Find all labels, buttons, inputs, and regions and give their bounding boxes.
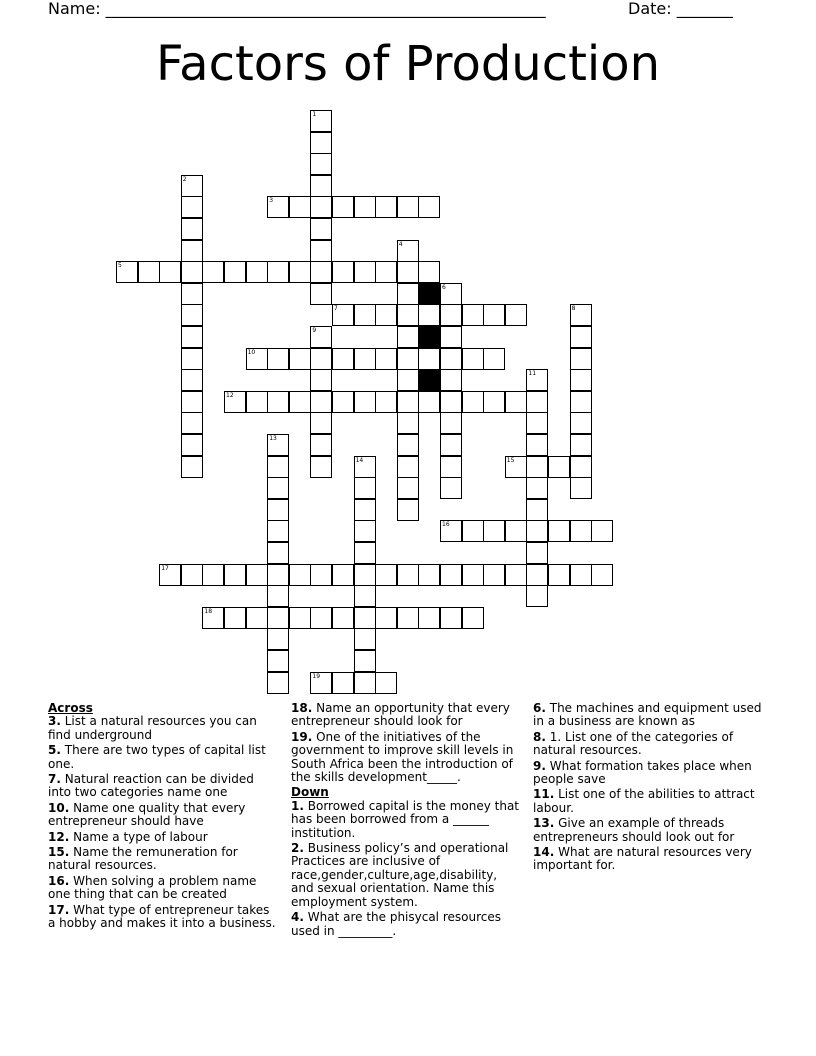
grid-cell[interactable] xyxy=(267,607,289,629)
grid-cell[interactable] xyxy=(397,240,419,262)
across-heading: Across xyxy=(48,701,93,715)
grid-cell[interactable] xyxy=(267,499,289,521)
grid-cell[interactable] xyxy=(310,110,332,132)
grid-cell[interactable] xyxy=(267,348,289,370)
grid-cell[interactable] xyxy=(246,564,268,586)
grid-cell[interactable] xyxy=(397,434,419,456)
clue-column-3 xyxy=(533,702,768,875)
grid-cell[interactable] xyxy=(310,132,332,154)
grid-cell[interactable] xyxy=(224,564,246,586)
grid-cell[interactable] xyxy=(397,196,419,218)
clue-item: 18. Name an opportunity that every entrepreneur should look for xyxy=(291,701,510,729)
grid-cell[interactable] xyxy=(181,434,203,456)
grid-cell[interactable] xyxy=(181,369,203,391)
grid-cell[interactable] xyxy=(332,391,354,413)
grid-cell[interactable] xyxy=(354,542,376,564)
grid-cell[interactable] xyxy=(397,369,419,391)
grid-cell[interactable] xyxy=(375,304,397,326)
grid-cell[interactable] xyxy=(354,628,376,650)
grid-cell[interactable] xyxy=(418,607,440,629)
grid-cell[interactable] xyxy=(462,348,484,370)
grid-cell[interactable] xyxy=(440,304,462,326)
grid-cell[interactable] xyxy=(526,564,548,586)
clue-number: 11 xyxy=(528,370,537,378)
grid-cell[interactable] xyxy=(267,196,289,218)
grid-cell[interactable] xyxy=(418,196,440,218)
grid-cell[interactable] xyxy=(354,304,376,326)
clue-number: 14 xyxy=(355,456,364,464)
grid-cell[interactable] xyxy=(440,477,462,499)
grid-cell[interactable] xyxy=(246,261,268,283)
grid-cell[interactable] xyxy=(310,412,332,434)
clue-item: 5. There are two types of capital list one. xyxy=(48,743,266,771)
grid-cell-blocked xyxy=(418,369,440,391)
grid-cell[interactable] xyxy=(202,607,224,629)
grid-cell[interactable] xyxy=(375,196,397,218)
grid-cell[interactable] xyxy=(526,369,548,391)
clue-number: 13 xyxy=(269,435,277,442)
grid-cell[interactable] xyxy=(440,369,462,391)
grid-cell[interactable] xyxy=(440,607,462,629)
grid-cell[interactable] xyxy=(181,261,203,283)
grid-cell[interactable] xyxy=(440,391,462,413)
grid-cell-blocked xyxy=(418,283,440,305)
clue-number: 4 xyxy=(398,240,403,248)
grid-cell[interactable] xyxy=(267,520,289,542)
grid-cell[interactable] xyxy=(310,607,332,629)
grid-cell[interactable] xyxy=(159,261,181,283)
grid-cell[interactable] xyxy=(440,434,462,456)
grid-cell[interactable] xyxy=(526,477,548,499)
grid-cell[interactable] xyxy=(462,304,484,326)
grid-cell[interactable] xyxy=(526,585,548,607)
grid-cell[interactable] xyxy=(246,607,268,629)
grid-cell[interactable] xyxy=(181,283,203,305)
grid-cell[interactable] xyxy=(310,369,332,391)
grid-cell[interactable] xyxy=(440,520,462,542)
grid-cell[interactable] xyxy=(375,391,397,413)
grid-cell[interactable] xyxy=(591,520,613,542)
grid-cell[interactable] xyxy=(548,520,570,542)
clue-number: 8 xyxy=(571,305,576,313)
grid-cell[interactable] xyxy=(332,672,354,694)
grid-cell[interactable] xyxy=(570,412,592,434)
grid-cell[interactable] xyxy=(181,391,203,413)
clue-number: 17 xyxy=(161,564,169,572)
grid-cell[interactable] xyxy=(440,456,462,478)
grid-cell[interactable] xyxy=(354,456,376,478)
grid-cell[interactable] xyxy=(310,261,332,283)
clue-item: 7. Natural reaction can be divided into two categories name one xyxy=(48,772,254,800)
grid-cell[interactable] xyxy=(440,283,462,305)
grid-cell[interactable] xyxy=(526,412,548,434)
grid-cell[interactable] xyxy=(440,326,462,348)
grid-cell[interactable] xyxy=(267,585,289,607)
clue-item: 8. 1. List one of the categories of natural resources. xyxy=(533,729,734,758)
grid-cell[interactable] xyxy=(483,564,505,586)
grid-cell[interactable] xyxy=(397,477,419,499)
grid-cell[interactable] xyxy=(289,564,311,586)
clue-item: 15. Name the remuneration for natural resources. xyxy=(48,845,238,873)
down-heading: Down xyxy=(291,785,329,800)
grid-cell[interactable] xyxy=(375,564,397,586)
grid-cell[interactable] xyxy=(310,564,332,586)
grid-cell[interactable] xyxy=(267,261,289,283)
grid-cell[interactable] xyxy=(310,153,332,175)
grid-cell[interactable] xyxy=(462,564,484,586)
grid-cell[interactable] xyxy=(181,304,203,326)
grid-cell[interactable] xyxy=(397,283,419,305)
clue-item: 17. What type of entrepreneur takes a hobby and makes it into a business. xyxy=(48,902,276,931)
grid-cell[interactable] xyxy=(397,304,419,326)
grid-cell[interactable] xyxy=(181,196,203,218)
clue-item: 3. List a natural resources you can find underground xyxy=(48,714,257,742)
grid-cell[interactable] xyxy=(548,456,570,478)
grid-cell[interactable] xyxy=(397,348,419,370)
clue-column-1 xyxy=(48,702,276,933)
clue-item: 9. What formation takes place when people save xyxy=(533,758,752,787)
grid-cell[interactable] xyxy=(570,456,592,478)
grid-cell[interactable] xyxy=(397,499,419,521)
grid-cell[interactable] xyxy=(181,456,203,478)
grid-cell[interactable] xyxy=(267,434,289,456)
grid-cell[interactable] xyxy=(332,348,354,370)
grid-cell[interactable] xyxy=(267,391,289,413)
grid-cell[interactable] xyxy=(267,477,289,499)
clue-item: 10. Name one quality that every entrepreneur should have xyxy=(48,800,246,829)
grid-cell[interactable] xyxy=(310,218,332,240)
clue-number: 6 xyxy=(442,283,446,291)
grid-cell[interactable] xyxy=(483,304,505,326)
grid-cell[interactable] xyxy=(310,391,332,413)
grid-cell[interactable] xyxy=(462,607,484,629)
grid-cell[interactable] xyxy=(483,391,505,413)
grid-cell[interactable] xyxy=(505,304,527,326)
grid-cell[interactable] xyxy=(138,261,160,283)
grid-cell[interactable] xyxy=(310,326,332,348)
clue-number: 16 xyxy=(442,521,450,529)
grid-cell[interactable] xyxy=(397,607,419,629)
grid-cell[interactable] xyxy=(289,391,311,413)
grid-cell[interactable] xyxy=(310,672,332,694)
grid-cell[interactable] xyxy=(289,196,311,218)
clue-item: 11. List one of the abilities to attract labour. xyxy=(533,787,755,815)
grid-cell[interactable] xyxy=(570,520,592,542)
clue-number: 3 xyxy=(269,197,274,205)
grid-cell[interactable] xyxy=(332,261,354,283)
grid-cell[interactable] xyxy=(570,477,592,499)
grid-cell[interactable] xyxy=(289,607,311,629)
grid-cell[interactable] xyxy=(116,261,138,283)
grid-cell[interactable] xyxy=(224,261,246,283)
grid-cell[interactable] xyxy=(354,672,376,694)
grid-cell[interactable] xyxy=(181,240,203,262)
clue-number: 1 xyxy=(312,111,317,118)
grid-cell[interactable] xyxy=(332,304,354,326)
grid-cell[interactable] xyxy=(462,391,484,413)
grid-cell[interactable] xyxy=(397,412,419,434)
clue-item: 19. One of the initiatives of the government to improve skill levels in South Africa been the introduction of the skills development_____. xyxy=(291,729,514,785)
clue-item: 12. Name a type of labour xyxy=(48,829,208,844)
grid-cell[interactable] xyxy=(570,326,592,348)
grid-cell[interactable] xyxy=(332,196,354,218)
clue-number: 9 xyxy=(312,327,317,334)
grid-cell[interactable] xyxy=(462,520,484,542)
clue-item: 6. The machines and equipment used in a business are known as xyxy=(533,701,762,729)
grid-cell[interactable] xyxy=(224,607,246,629)
grid-cell[interactable] xyxy=(418,304,440,326)
grid-cell[interactable] xyxy=(570,369,592,391)
clue-column-2 xyxy=(291,702,523,940)
date-field-label: Date: _______ xyxy=(628,0,733,18)
grid-cell[interactable] xyxy=(310,196,332,218)
grid-cell[interactable] xyxy=(526,434,548,456)
grid-cell[interactable] xyxy=(591,564,613,586)
grid-cell[interactable] xyxy=(202,564,224,586)
grid-cell[interactable] xyxy=(526,499,548,521)
grid-cell[interactable] xyxy=(418,391,440,413)
grid-cell[interactable] xyxy=(397,564,419,586)
clue-number: 5 xyxy=(118,262,122,270)
grid-cell[interactable] xyxy=(354,499,376,521)
grid-cell[interactable] xyxy=(181,564,203,586)
clue-item: 14. What are natural resources very important for. xyxy=(533,845,752,873)
grid-cell[interactable] xyxy=(310,434,332,456)
grid-cell[interactable] xyxy=(418,261,440,283)
grid-cell[interactable] xyxy=(570,348,592,370)
clue-number: 10 xyxy=(247,348,256,356)
grid-cell[interactable] xyxy=(440,564,462,586)
grid-cell[interactable] xyxy=(310,240,332,262)
grid-cell[interactable] xyxy=(397,391,419,413)
grid-cell[interactable] xyxy=(224,391,246,413)
grid-cell[interactable] xyxy=(354,348,376,370)
grid-cell[interactable] xyxy=(289,348,311,370)
clue-number: 12 xyxy=(226,391,234,399)
grid-cell[interactable] xyxy=(354,564,376,586)
grid-cell[interactable] xyxy=(246,348,268,370)
grid-cell[interactable] xyxy=(483,348,505,370)
grid-cell[interactable] xyxy=(267,542,289,564)
grid-cell[interactable] xyxy=(354,607,376,629)
grid-cell[interactable] xyxy=(181,348,203,370)
grid-cell[interactable] xyxy=(267,650,289,672)
grid-cell[interactable] xyxy=(267,564,289,586)
clue-item: 2. Business policy’s and operational Practices are inclusive of race,gender,culture,age,disability, and sexual orientation. Name this employment system. xyxy=(291,841,509,909)
grid-cell[interactable] xyxy=(310,456,332,478)
grid-cell[interactable] xyxy=(570,564,592,586)
grid-cell[interactable] xyxy=(181,412,203,434)
grid-cell[interactable] xyxy=(310,348,332,370)
grid-cell[interactable] xyxy=(483,520,505,542)
clue-item: 16. When solving a problem name one thing that can be created xyxy=(48,873,257,902)
grid-cell[interactable] xyxy=(505,391,527,413)
grid-cell[interactable] xyxy=(267,456,289,478)
grid-cell[interactable] xyxy=(505,520,527,542)
clue-number: 19 xyxy=(312,672,321,680)
clue-number: 18 xyxy=(204,607,213,615)
clue-item: 1. Borrowed capital is the money that has been borrowed from a ______ institution. xyxy=(291,798,520,840)
grid-cell[interactable] xyxy=(526,542,548,564)
grid-cell[interactable] xyxy=(570,391,592,413)
grid-cell[interactable] xyxy=(354,477,376,499)
grid-cell-blocked xyxy=(418,326,440,348)
grid-cell[interactable] xyxy=(397,456,419,478)
grid-cell[interactable] xyxy=(526,520,548,542)
grid-cell[interactable] xyxy=(418,564,440,586)
grid-cell[interactable] xyxy=(526,391,548,413)
grid-cell[interactable] xyxy=(202,261,224,283)
grid-cell[interactable] xyxy=(397,326,419,348)
grid-cell[interactable] xyxy=(440,348,462,370)
page-title: Factors of Production xyxy=(155,36,661,92)
grid-cell[interactable] xyxy=(505,456,527,478)
grid-cell[interactable] xyxy=(332,564,354,586)
grid-cell[interactable] xyxy=(159,564,181,586)
across-clue-list xyxy=(48,715,276,930)
grid-cell[interactable] xyxy=(548,564,570,586)
grid-cell[interactable] xyxy=(375,261,397,283)
grid-cell[interactable] xyxy=(267,672,289,694)
grid-cell[interactable] xyxy=(354,196,376,218)
grid-cell[interactable] xyxy=(505,564,527,586)
grid-cell[interactable] xyxy=(267,628,289,650)
clue-item: 13. Give an example of threads entrepreneurs should look out for xyxy=(533,816,735,844)
grid-cell[interactable] xyxy=(526,456,548,478)
grid-cell[interactable] xyxy=(332,607,354,629)
grid-cell[interactable] xyxy=(375,607,397,629)
grid-cell[interactable] xyxy=(375,672,397,694)
grid-cell[interactable] xyxy=(181,218,203,240)
grid-cell[interactable] xyxy=(310,283,332,305)
grid-cell[interactable] xyxy=(354,391,376,413)
grid-cell[interactable] xyxy=(181,175,203,197)
grid-cell[interactable] xyxy=(397,261,419,283)
grid-cell[interactable] xyxy=(310,175,332,197)
grid-cell[interactable] xyxy=(181,326,203,348)
grid-cell[interactable] xyxy=(570,434,592,456)
grid-cell[interactable] xyxy=(354,585,376,607)
clue-number: 2 xyxy=(182,175,187,183)
name-field-label: Name: _______________________________________________________ xyxy=(48,0,546,18)
grid-cell[interactable] xyxy=(440,412,462,434)
grid-cell[interactable] xyxy=(246,391,268,413)
grid-cell[interactable] xyxy=(289,261,311,283)
grid-cell[interactable] xyxy=(354,520,376,542)
clue-item: 4. What are the phisycal resources used in _________. xyxy=(291,910,501,938)
grid-cell[interactable] xyxy=(354,650,376,672)
grid-cell[interactable] xyxy=(570,304,592,326)
grid-cell[interactable] xyxy=(418,348,440,370)
grid-cell[interactable] xyxy=(375,348,397,370)
clue-number: 7 xyxy=(334,305,338,313)
clue-number: 15 xyxy=(506,456,515,464)
grid-cell[interactable] xyxy=(354,261,376,283)
